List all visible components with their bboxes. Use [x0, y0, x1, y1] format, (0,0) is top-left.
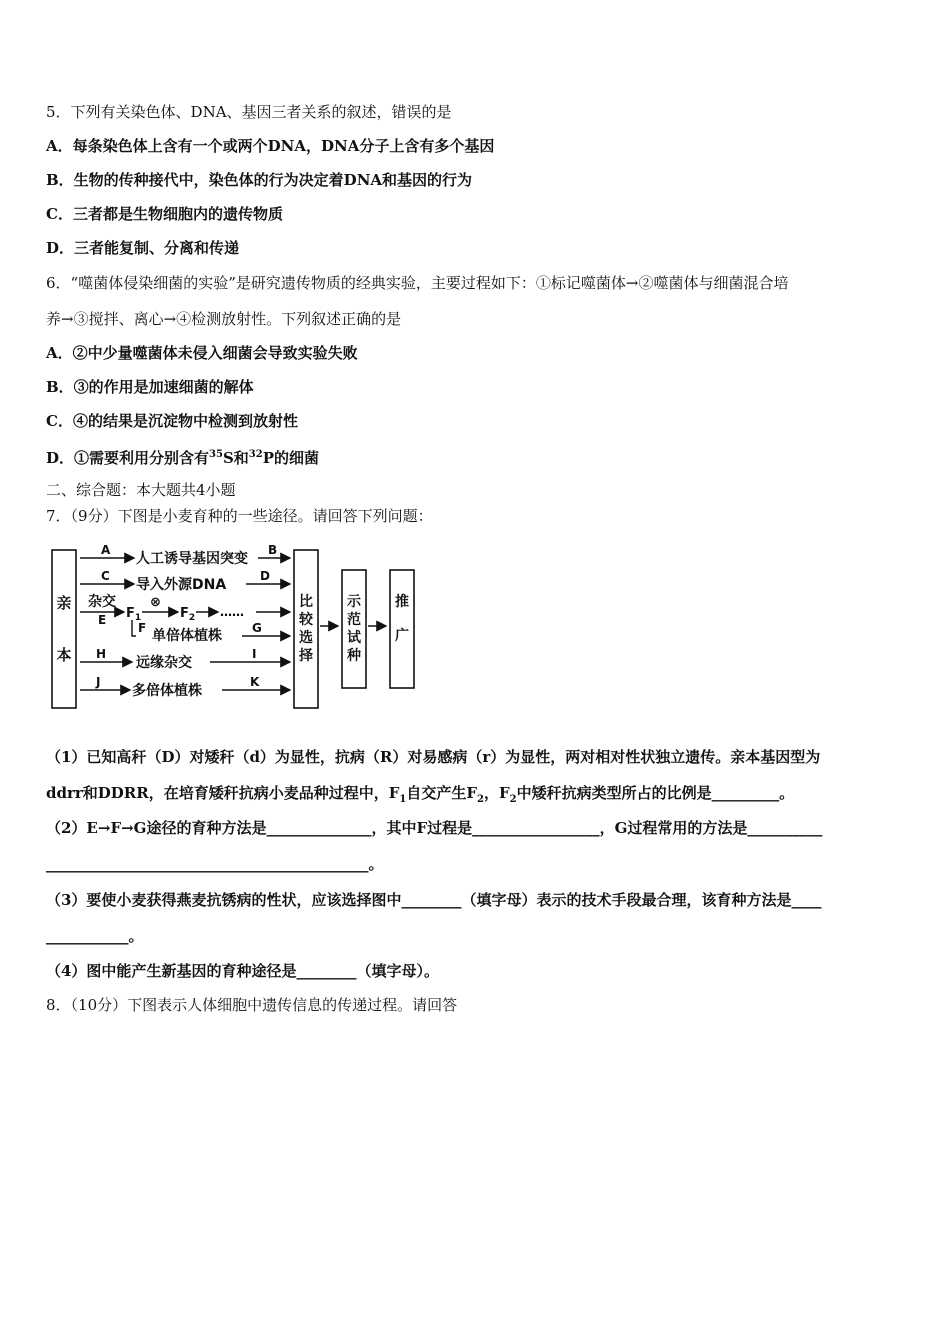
q7-part3-line2: ___________。 — [46, 927, 144, 945]
demo-box — [342, 570, 366, 688]
q5-stem: 5．下列有关染色体、DNA、基因三者关系的叙述，错误的是 — [46, 103, 452, 121]
q7-part3-line1: （3）要使小麦获得燕麦抗锈病的性状，应该选择图中________（填字母）表示的技术手段最合理，该育种方法是____ — [46, 891, 822, 909]
svg-text:广: 广 — [395, 628, 409, 644]
q5-option-d: D．三者能复制、分离和传递 — [46, 239, 240, 257]
row1-label: 人工诱导基因突变 — [136, 551, 248, 567]
dots-label: …… — [220, 605, 244, 619]
label-d: D — [260, 569, 270, 583]
selfing-icon: ⊗ — [150, 595, 161, 610]
section-header: 二、综合题：本大题共4小题 — [46, 481, 236, 499]
cross-label: 杂交 — [88, 594, 116, 610]
svg-text:选: 选 — [299, 630, 313, 646]
row6-label: 多倍体植株 — [132, 683, 202, 699]
parent-char-1: 亲 — [56, 594, 72, 612]
svg-text:较: 较 — [299, 612, 313, 628]
label-a: A — [101, 543, 111, 557]
q7-stem: 7．（9分）下图是小麦育种的一些途径。请回答下列问题： — [46, 507, 433, 525]
q6-stem-line2: 养→③搅拌、离心→④检测放射性。下列叙述正确的是 — [46, 310, 402, 328]
q6-stem-line1: 6．“噬菌体侵染细菌的实验”是研究遗传物质的经典实验，主要过程如下：①标记噬菌体→②噬菌体与细菌混合培 — [46, 274, 789, 292]
row2-label: 导入外源DNA — [136, 577, 227, 593]
label-f: F — [138, 621, 147, 635]
q7-part1-line1: （1）已知高秆（D）对矮秆（d）为显性，抗病（R）对易感病（r）为显性，两对相对性状独立遗传。亲本基因型为 — [46, 748, 821, 766]
svg-text:范: 范 — [347, 612, 361, 628]
q6-option-c: C．④的结果是沉淀物中检测到放射性 — [46, 412, 298, 430]
q7-part2-line2: ___________________________________________。 — [46, 855, 384, 873]
label-g: G — [252, 621, 262, 635]
label-h: H — [96, 647, 107, 661]
row4-label: 单倍体植株 — [152, 628, 222, 644]
q6-option-a: A．②中少量噬菌体未侵入细菌会导致实验失败 — [46, 344, 358, 362]
label-j: J — [96, 675, 101, 689]
parent-char-2: 本 — [56, 646, 72, 664]
label-i: I — [252, 647, 257, 661]
row5-label: 远缘杂交 — [136, 655, 192, 671]
q7-part2-line1: （2）E→F→G途径的育种方法是______________，其中F过程是_________________，G过程常用的方法是__________ — [46, 819, 823, 837]
q8-stem: 8．（10分）下图表示人体细胞中遗传信息的传递过程。请回答 — [46, 996, 458, 1014]
q5-option-a: A．每条染色体上含有一个或两个DNA，DNA分子上含有多个基因 — [46, 137, 495, 155]
f1-label: $F_1$ — [126, 606, 142, 623]
svg-text:示: 示 — [347, 594, 361, 610]
label-e: E — [98, 613, 107, 627]
svg-text:种: 种 — [347, 648, 361, 664]
q6-option-b: B．③的作用是加速细菌的解体 — [46, 378, 254, 396]
q7-part4: （4）图中能产生新基因的育种途径是________（填字母）。 — [46, 962, 439, 980]
svg-text:择: 择 — [299, 648, 313, 664]
svg-text:推: 推 — [395, 594, 409, 610]
f2-label: $F_2$ — [180, 606, 196, 623]
compare-box — [294, 550, 318, 708]
q5-option-b: B．生物的传种接代中，染色体的行为决定着DNA和基因的行为 — [46, 171, 473, 189]
label-k: K — [250, 675, 260, 689]
svg-text:试: 试 — [347, 630, 361, 646]
q6-option-d: D．①需要利用分别含有$^{35}$S和$^{32}$P的细菌 — [46, 449, 319, 467]
svg-text:比: 比 — [299, 594, 313, 610]
parent-box — [52, 550, 76, 708]
label-b: B — [268, 543, 278, 557]
q5-option-c: C．三者都是生物细胞内的遗传物质 — [46, 205, 283, 223]
q7-part1-line2: ddrr和DDRR，在培育矮秆抗病小麦品种过程中，$F_1$自交产生$F_2$，$F_2$中矮秆抗病类型所占的比例是_________。 — [46, 784, 795, 805]
label-c: C — [101, 569, 110, 583]
breeding-diagram — [46, 540, 426, 715]
